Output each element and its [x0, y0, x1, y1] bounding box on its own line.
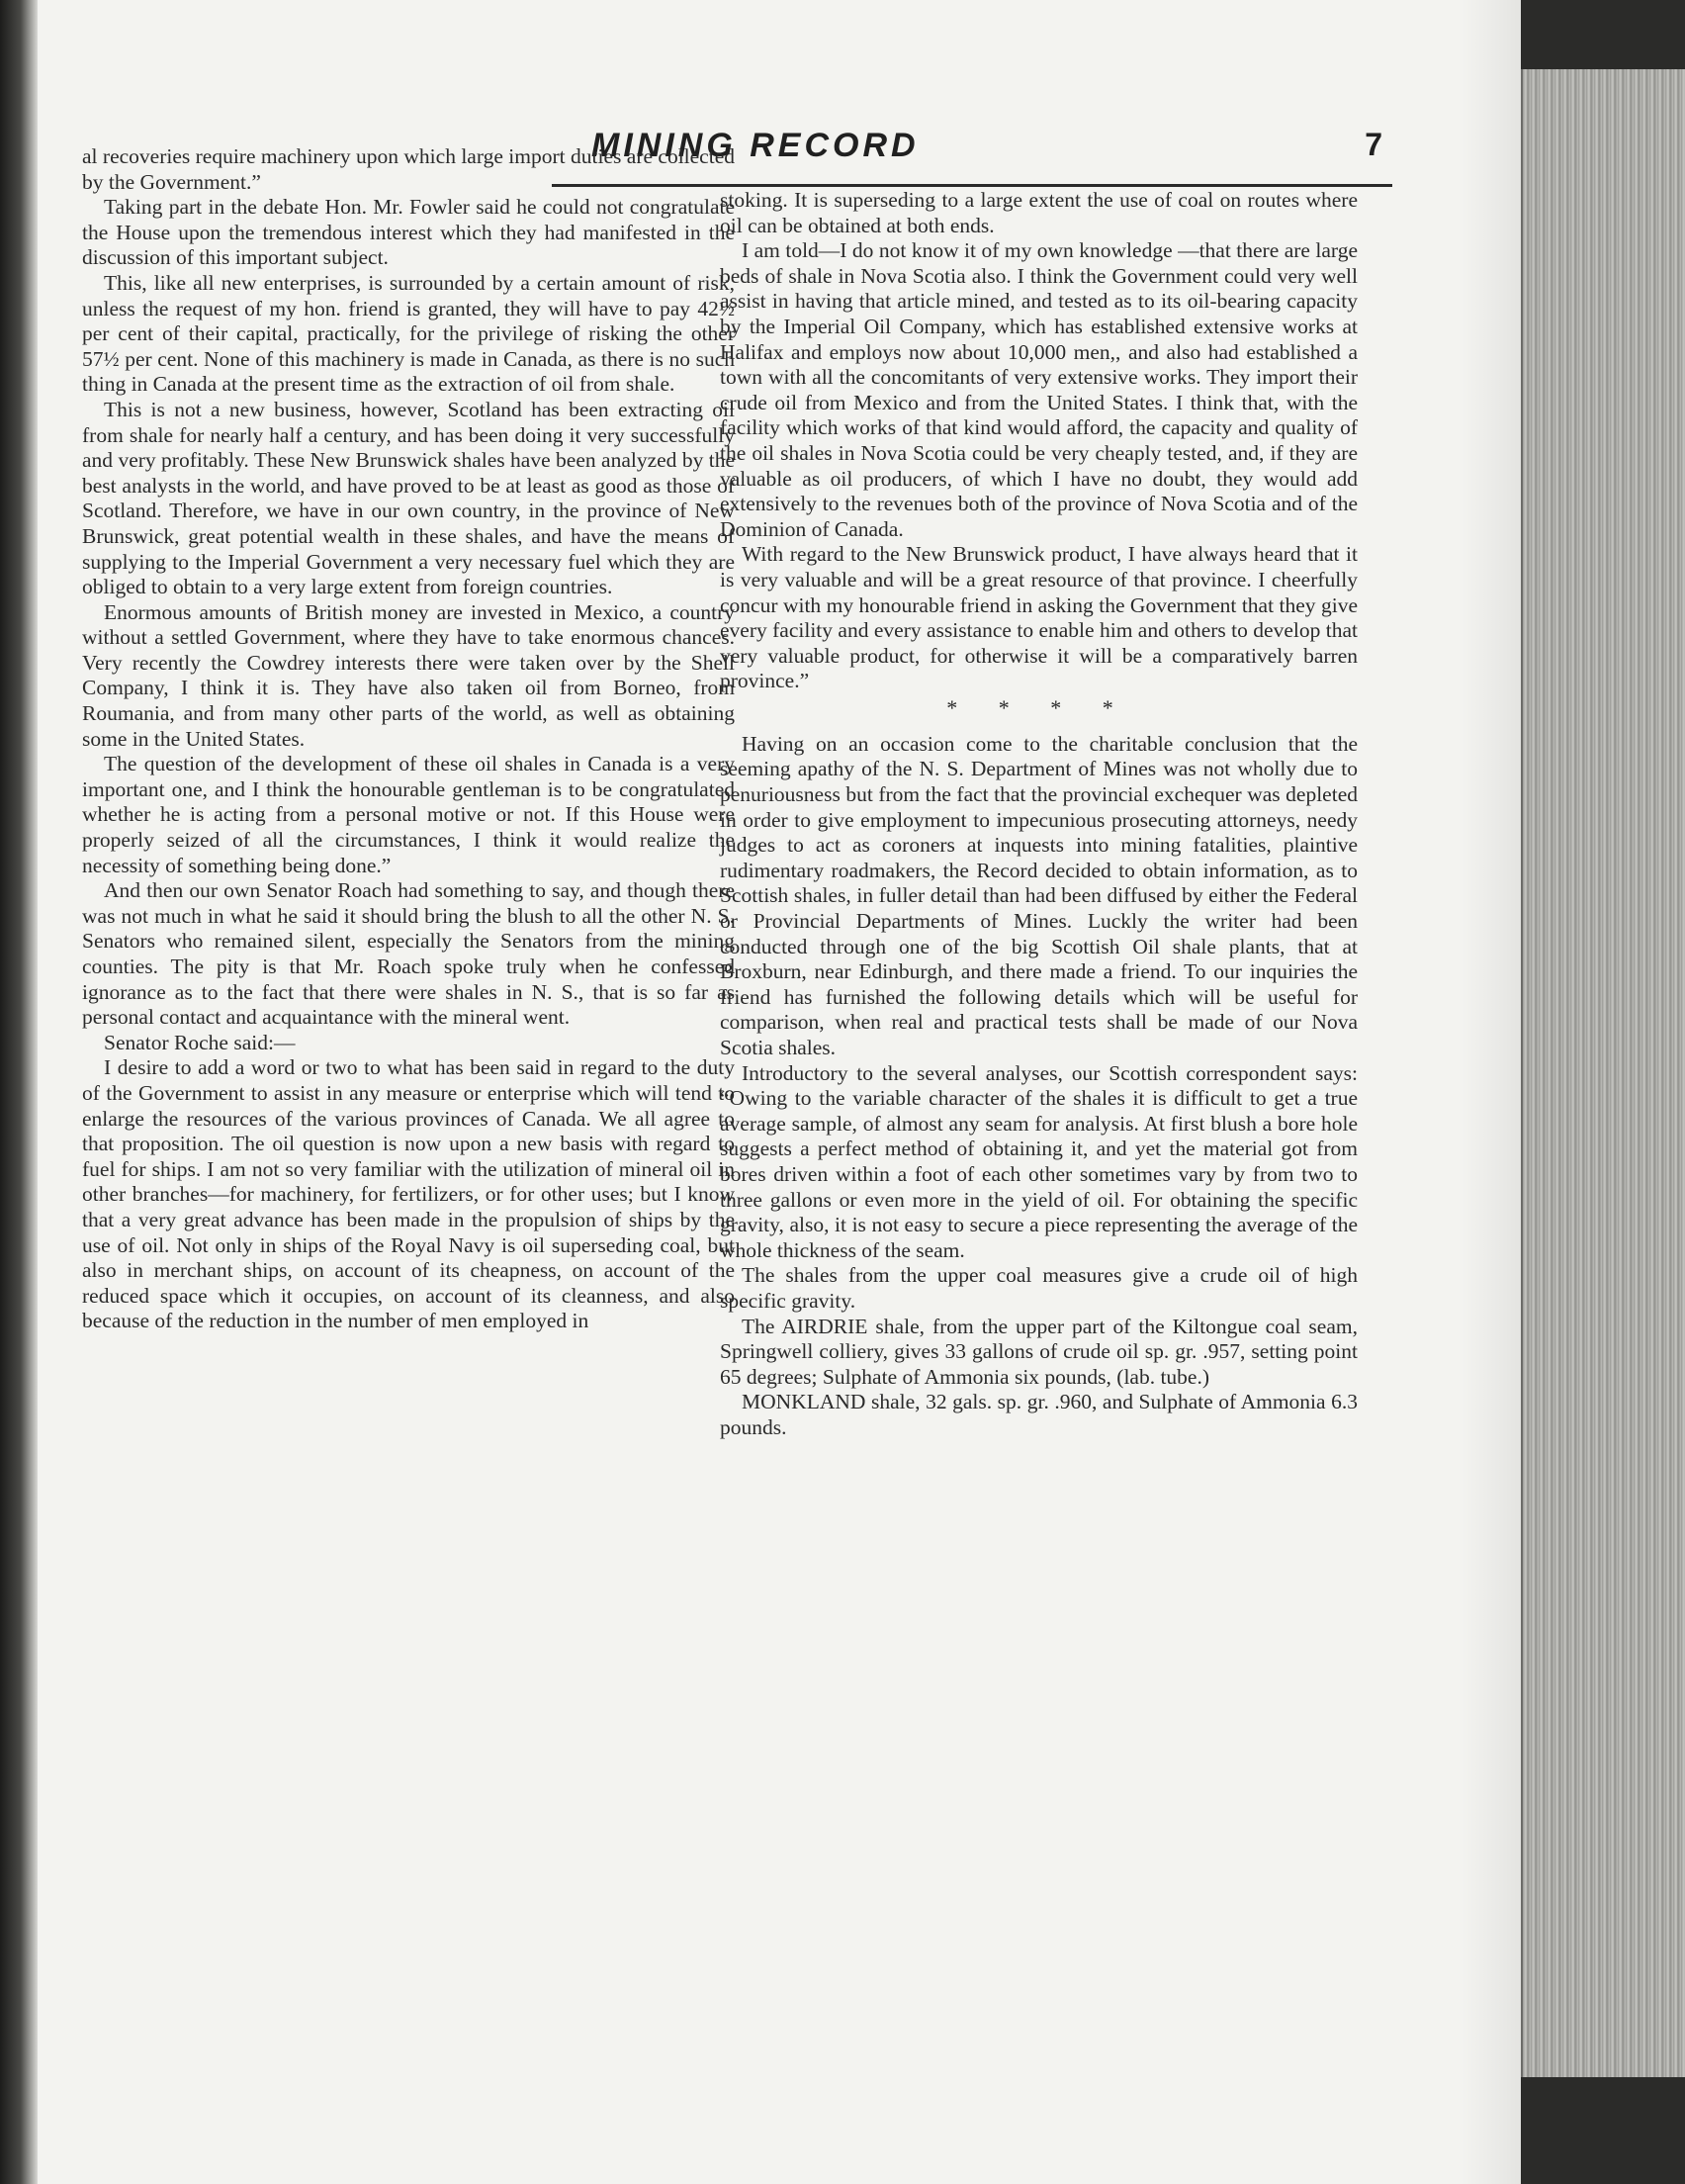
paragraph: I desire to add a word or two to what has been said in regard to the duty of the Government to assist in any measure or enterprise which will tend to enlarge the resources of the various provinces of Canada. We all agree to that proposition. The oil question is now upon a new basis with regard to fuel for ships. I am not so very familiar with the utilization of mineral oil in other branches—for machinery, for fertilizers, or for other uses; but I know that a very great advance has been made in the propulsion of ships by the use of oil. Not only in ships of the Royal Navy is oil superseding coal, but also in merchant ships, on account of its cheapness, on account of the reduced space which it occupies, on account of its cleanness, and also because of the reduction in the number of men employed in: [82, 1055, 735, 1333]
section-divider: * * * *: [946, 694, 1131, 720]
printed-page: [38, 0, 1521, 2184]
paragraph: Senator Roche said:—: [104, 1030, 296, 1054]
paragraph: This is not a new business, however, Scotland has been extracting oil from shale for nearly half a century, and has been doing it very successfully and very profitably. These New Brunswick shales have been analyzed by the best analysts in the world, and have proved to be at least as good as those of Scotland. Therefore, we have in our own country, in the province of New Brunswick, great potential wealth in these shales, and have the means of supplying to the Imperial Government a very necessary fuel which they are obliged to obtain to a very large extent from foreign countries.: [82, 397, 735, 599]
paragraph: The AIRDRIE shale, from the upper part of the Kiltongue coal seam, Springwell colliery, gives 33 gallons of crude oil sp. gr. .957, setting point 65 degrees; Sulphate of Ammonia six pounds, (lab. tube.): [720, 1314, 1358, 1389]
left-column: [82, 144, 735, 1334]
paragraph: The shales from the upper coal measures give a crude oil of high specific gravity.: [720, 1263, 1358, 1313]
background-bottom-right: [1493, 2077, 1685, 2184]
paragraph: Introductory to the several analyses, our Scottish correspondent says: “Owing to the variable character of the shales it is difficult to get a true average sample, of almost any seam for analysis. At first blush a bore hole suggests a perfect method of obtaining it, and yet the material got from bores driven within a foot of each other sometimes vary by from two to three gallons or even more in the yield of oil. For obtaining the specific gravity, also, it is not easy to secure a piece representing the average of the whole thickness of the seam.: [720, 1060, 1358, 1262]
right-column: [720, 188, 1358, 1441]
background-top-right: [1493, 0, 1685, 79]
paragraph: Taking part in the debate Hon. Mr. Fowler said he could not congratulate the House upon the tremendous interest which they had manifested in the discussion of this important subject.: [82, 195, 735, 270]
paragraph: stoking. It is superseding to a large extent the use of coal on routes where oil can be obtained at both ends.: [720, 188, 1358, 237]
paragraph: This, like all new enterprises, is surrounded by a certain amount of risk, unless the request of my hon. friend is granted, they will have to pay 42½ per cent of their capital, practically, for the privilege of risking the other 57½ per cent. None of this machinery is made in Canada, as there is no such thing in Canada at the present time as the extraction of oil from shale.: [82, 270, 735, 397]
masthead: MINING RECORD: [591, 127, 920, 164]
page-number: 7: [1365, 127, 1382, 162]
paragraph: And then our own Senator Roach had something to say, and though there was not much in what he said it should bring the blush to all the other N. S. Senators who remained silent, especially the Senators from the mining counties. The pity is that Mr. Roach spoke truly when he confessed ignorance as to the fact that there were shales in N. S., that is so far as personal contact and acquaintance with the mineral went.: [82, 878, 735, 1030]
paragraph: With regard to the New Brunswick product, I have always heard that it is very valuable and will be a great resource of that province. I cheerfully concur with my honourable friend in asking the Government that they give every facility and every assistance to enable him and others to develop that very valuable product, for otherwise it will be a comparatively barren province.”: [720, 542, 1358, 693]
paragraph: al recoveries require machinery upon which large import duties are collected by the Government.”: [82, 144, 735, 194]
page-curl-shadow: [1462, 0, 1521, 2184]
paragraph: Enormous amounts of British money are invested in Mexico, a country without a settled Government, where they have to take enormous chances. Very recently the Cowdrey interests there were taken over by the Shell Company, I think it is. They have also taken oil from Borneo, from Roumania, and from many other parts of the world, as well as obtaining some in the United States.: [82, 599, 735, 751]
page-edges: [1521, 69, 1685, 2087]
book-binding: [0, 0, 38, 2184]
paragraph: MONKLAND shale, 32 gals. sp. gr. .960, and Sulphate of Ammonia 6.3 pounds.: [720, 1390, 1358, 1439]
paragraph: Having on an occasion come to the charitable conclusion that the seeming apathy of the N. S. Department of Mines was not wholly due to penuriousness but from the fact that the provincial exchequer was depleted in order to give employment to impecunious prosecuting attorneys, needy judges to act as coroners at inquests into mining fatalities, plaintive rudimentary roadmakers, the Record decided to obtain information, as to Scottish shales, in fuller detail than had been diffused by either the Federal or Provincial Departments of Mines. Luckly the writer had been conducted through one of the big Scottish Oil shale plants, that at Broxburn, near Edinburgh, and there made a friend. To our inquiries the friend has furnished the following details which will be useful for comparison, when real and practical tests shall be made of our Nova Scotia shales.: [720, 731, 1358, 1059]
paragraph: I am told—I do not know it of my own knowledge —that there are large beds of shale in Nova Scotia also. I think the Government could very well assist in having that article mined, and tested as to its oil-bearing capacity by the Imperial Oil Company, which has established extensive works at Halifax and employs now about 10,000 men,, and also had established a town with all the concomitants of very extensive works. They import their crude oil from Mexico and from the United States. I think that, with the facility which works of that kind would afford, the capacity and quality of the oil shales in Nova Scotia could be very cheaply tested, and, if they are valuable as oil producers, of which I have no doubt, they would add extensively to the revenues both of the province of Nova Scotia and of the Dominion of Canada.: [720, 238, 1358, 541]
paragraph: The question of the development of these oil shales in Canada is a very important one, and I think the honourable gentleman is to be congratulated whether he is acting from a personal motive or not. If this House were properly seized of all the circumstances, I think it would realize the necessity of something being done.”: [82, 752, 735, 877]
